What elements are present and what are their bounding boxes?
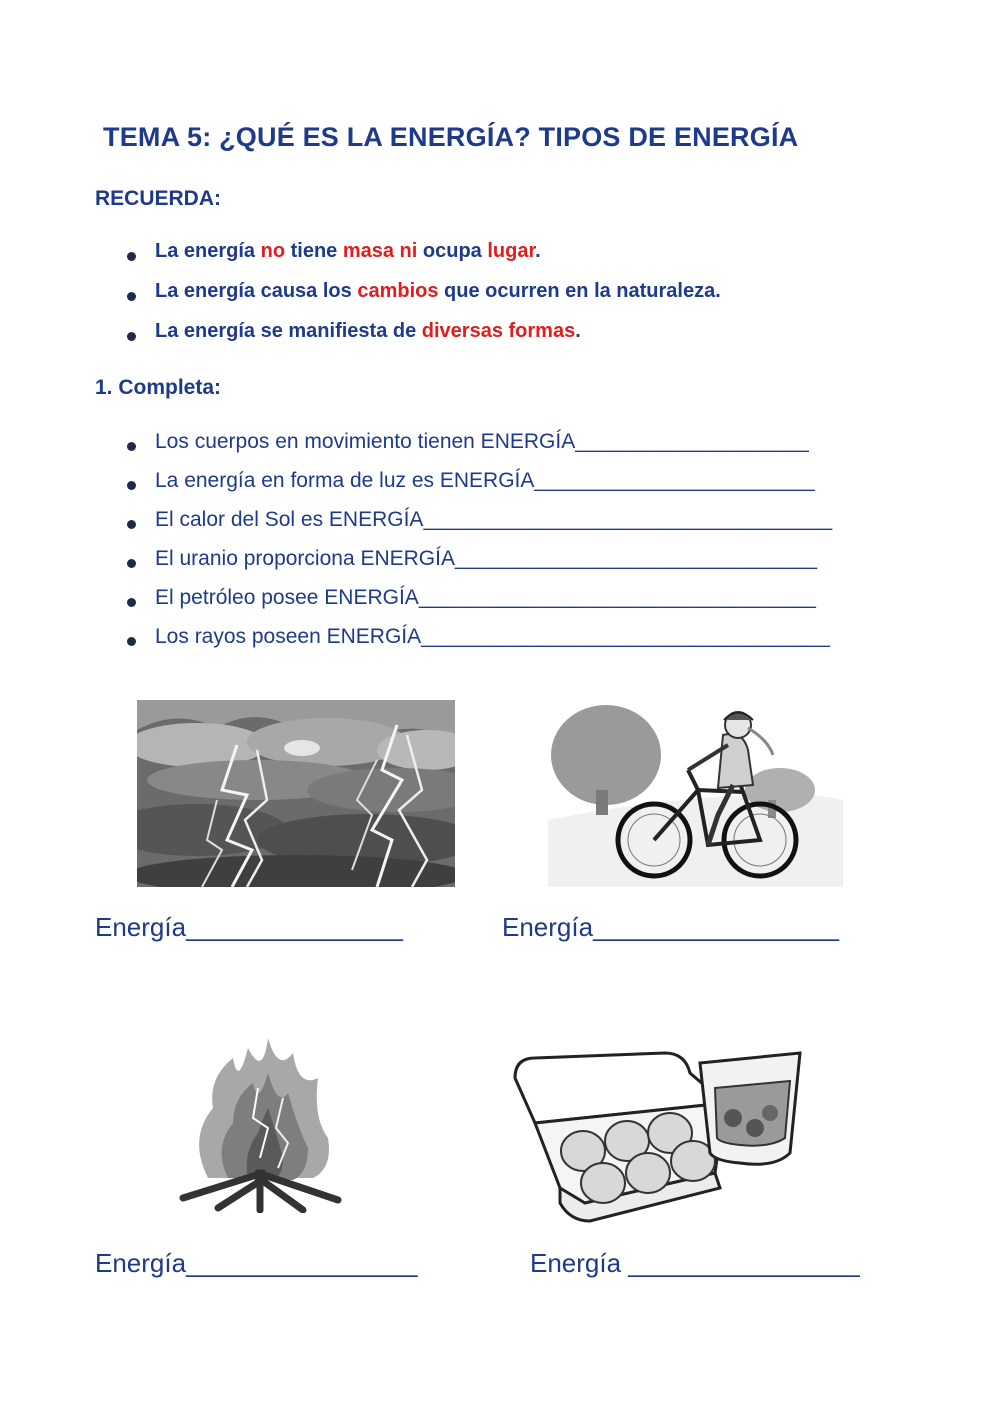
bullet-icon [127, 559, 136, 568]
answer-blank[interactable]: ________________ [186, 1248, 418, 1278]
bullet-icon [127, 637, 136, 646]
caption-food: Energía ________________ [530, 1248, 860, 1278]
answer-blank[interactable]: ___________________________________ [421, 625, 830, 648]
completa-heading: 1. Completa: [95, 376, 222, 399]
bullet-icon [127, 520, 136, 529]
answer-blank[interactable]: _______________________________ [454, 547, 818, 570]
recuerda-heading: RECUERDA: [95, 187, 221, 210]
bullet-icon [127, 332, 136, 341]
answer-blank[interactable]: ___________________________________ [423, 508, 833, 531]
answer-blank[interactable]: ________________________ [534, 469, 815, 492]
bullet-icon [127, 481, 136, 490]
answer-blank[interactable]: _______________ [186, 912, 403, 942]
answer-blank[interactable]: _________________ [593, 912, 839, 942]
egg-carton-yogurt-image [505, 1043, 810, 1225]
answer-blank[interactable]: ____________________ [575, 430, 809, 453]
caption-storm: Energía_______________ [95, 912, 403, 942]
answer-blank[interactable]: ________________ [628, 1248, 860, 1278]
bullet-icon [127, 598, 136, 607]
caption-cyclist: Energía_________________ [502, 912, 839, 942]
bullet-icon [127, 292, 136, 301]
bullet-icon [127, 252, 136, 261]
cyclist-image [548, 700, 843, 887]
campfire-image [168, 1028, 353, 1213]
caption-campfire: Energía________________ [95, 1248, 418, 1278]
answer-blank[interactable]: __________________________________ [418, 586, 816, 609]
page-title: TEMA 5: ¿QUÉ ES LA ENERGÍA? TIPOS DE ENERGÍA [103, 122, 799, 152]
storm-lightning-image [137, 700, 455, 887]
bullet-icon [127, 442, 136, 451]
